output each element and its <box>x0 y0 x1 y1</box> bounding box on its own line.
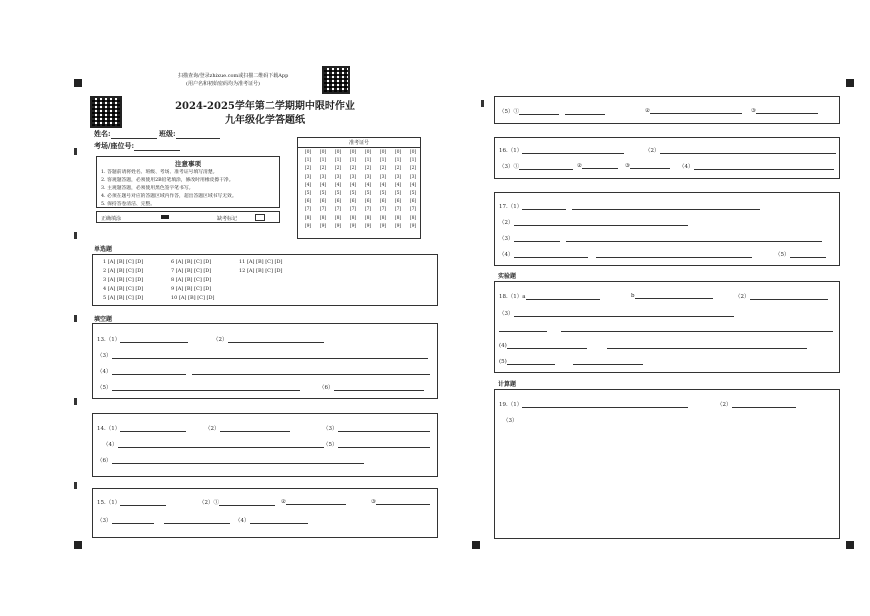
exam-id-digit[interactable]: [2] <box>364 166 372 172</box>
absent-checkbox[interactable] <box>255 214 265 221</box>
exam-id-digit[interactable]: [8] <box>409 215 417 221</box>
q18-line-1: 18.（1）a <box>499 292 600 300</box>
q19-line-1: 19.（1） <box>499 400 688 408</box>
timing-mark <box>74 315 77 322</box>
q13-line-3: （4） <box>97 367 430 375</box>
corner-mark-top-right <box>846 79 854 87</box>
q15-line-2: （3） <box>97 516 230 524</box>
single-choice-title: 单选题 <box>94 246 113 253</box>
exam-id-digit[interactable]: [1] <box>349 158 357 164</box>
qr-code-icon <box>90 96 122 128</box>
q17-line-4b: （5） <box>775 250 826 258</box>
exam-id-digit[interactable]: [0] <box>349 150 357 155</box>
exam-id-digit[interactable]: [0] <box>304 150 312 155</box>
choice-item[interactable]: 4 [A] [B] [C] [D] <box>103 286 144 292</box>
exam-id-digit[interactable]: [9] <box>379 223 387 229</box>
exam-id-digit[interactable]: [1] <box>379 158 387 164</box>
choice-item[interactable]: 5 [A] [B] [C] [D] <box>103 295 144 301</box>
choice-item[interactable]: 6 [A] [B] [C] [D] <box>171 259 212 265</box>
exam-id-column[interactable] <box>377 149 389 231</box>
exam-id-column[interactable] <box>302 149 314 231</box>
q18-box[interactable] <box>494 281 840 373</box>
q15-line-5c: ③ <box>751 107 818 114</box>
q18-line-5: (5) <box>499 358 643 365</box>
note-item: 4. 必须在题号对应的答题区域内作答，超出答题区域书写无效。 <box>101 194 237 199</box>
choice-item[interactable]: 7 [A] [B] [C] [D] <box>171 268 212 274</box>
q19-line-2: （3） <box>503 418 518 424</box>
exam-id-digit[interactable]: [9] <box>319 223 327 229</box>
exam-id-digit[interactable]: [9] <box>409 223 417 229</box>
q18-line-3 <box>499 325 833 332</box>
q15-line-5b: ② <box>645 107 742 114</box>
exam-id-column[interactable] <box>347 149 359 231</box>
seat-field[interactable] <box>94 141 180 151</box>
exam-id-digit[interactable]: [3] <box>334 174 342 180</box>
exam-id-column[interactable] <box>407 149 419 231</box>
class-label: 班级: <box>159 129 176 138</box>
q16-line-1: 16.（1） <box>499 146 624 154</box>
q15-line-2b: （4） <box>235 516 308 524</box>
q13-line-4: （5） <box>97 383 300 391</box>
q16-line-2: （3）① <box>499 162 573 170</box>
exam-id-digit[interactable]: [4] <box>334 182 342 188</box>
q14-box[interactable] <box>92 413 438 477</box>
exam-id-digit[interactable]: [1] <box>319 158 327 164</box>
timing-mark <box>74 148 77 155</box>
exam-id-digit[interactable]: [3] <box>304 174 312 180</box>
q13-line-1: 13.（1） <box>97 335 188 343</box>
q14-line-3: （6） <box>97 456 364 464</box>
q13-line-4b: （6） <box>319 383 424 391</box>
exam-id-digit[interactable]: [0] <box>379 150 387 155</box>
q14-line-2: （4） <box>103 440 324 448</box>
notice-line-1: 扫描查询/登录zhixue.com或扫描二维码下载App <box>178 73 289 79</box>
exam-id-digit[interactable]: [6] <box>409 199 417 205</box>
page-title: 2024-2025学年第二学期期中限时作业 <box>175 101 355 112</box>
exam-id-digit[interactable]: [5] <box>364 191 372 197</box>
q13-box[interactable] <box>92 323 438 399</box>
exam-id-digit[interactable]: [6] <box>304 199 312 205</box>
q17-line-1: 17.（1） <box>499 202 760 210</box>
q15-box[interactable] <box>92 488 438 538</box>
choice-item[interactable]: 10 [A] [B] [C] [D] <box>171 295 215 301</box>
name-field[interactable] <box>94 129 220 139</box>
corner-mark-bottom-left <box>74 541 82 549</box>
exam-id-digit[interactable]: [4] <box>364 182 372 188</box>
exam-id-digit[interactable]: [6] <box>364 199 372 205</box>
exam-id-digit[interactable]: [5] <box>379 191 387 197</box>
choice-item[interactable]: 3 [A] [B] [C] [D] <box>103 277 144 283</box>
exam-id-digit[interactable]: [7] <box>364 207 372 213</box>
exam-id-digit[interactable]: [7] <box>349 207 357 213</box>
exam-id-digit[interactable]: [5] <box>304 191 312 197</box>
exam-id-digit[interactable]: [0] <box>409 150 417 155</box>
exam-id-digit[interactable]: [9] <box>394 223 402 229</box>
q16-line-1b: （2） <box>645 146 836 154</box>
timing-mark <box>481 100 484 107</box>
exam-id-digit[interactable]: [2] <box>334 166 342 172</box>
q17-line-3: （3） <box>499 234 822 242</box>
exam-id-digit[interactable]: [7] <box>409 207 417 213</box>
exam-id-digit[interactable]: [0] <box>394 150 402 155</box>
exam-id-digit[interactable]: [7] <box>379 207 387 213</box>
exam-id-column[interactable] <box>362 149 374 231</box>
exam-id-digit[interactable]: [1] <box>394 158 402 164</box>
q14-line-1: 14.（1） <box>97 424 186 432</box>
exam-id-digit[interactable]: [1] <box>304 158 312 164</box>
seat-label: 考场/座位号: <box>94 141 135 150</box>
calc-title: 计算题 <box>498 381 517 388</box>
q15-line-1b: （2）① <box>199 498 275 506</box>
exam-id-digit[interactable]: [5] <box>349 191 357 197</box>
exam-id-digit[interactable]: [8] <box>394 215 402 221</box>
correct-fill-sample <box>161 215 169 219</box>
exam-id-digit[interactable]: [3] <box>394 174 402 180</box>
timing-mark <box>74 482 77 489</box>
exam-id-digit[interactable]: [2] <box>409 166 417 172</box>
q14-line-2b: （5） <box>323 440 430 448</box>
exam-id-digit[interactable]: [8] <box>304 215 312 221</box>
q16-line-2b: ② <box>577 162 618 169</box>
exam-id-divider <box>298 147 420 148</box>
single-choice-box[interactable] <box>92 254 438 306</box>
exam-id-digit[interactable]: [7] <box>304 207 312 213</box>
choice-item[interactable]: 8 [A] [B] [C] [D] <box>171 277 212 283</box>
exam-id-digit[interactable]: [6] <box>379 199 387 205</box>
exam-id-digit[interactable]: [8] <box>319 215 327 221</box>
q15-line-5: （5）① <box>499 107 605 115</box>
note-item: 5. 保持答卷清洁、完整。 <box>101 202 156 207</box>
exam-id-digit[interactable]: [4] <box>349 182 357 188</box>
exam-id-label: 准考证号 <box>348 140 369 146</box>
exam-id-digit[interactable]: [9] <box>334 223 342 229</box>
note-item: 2. 客观题答题，必须使用2B铅笔填涂，修改时用橡皮擦干净。 <box>101 178 234 183</box>
exam-id-digit[interactable]: [4] <box>319 182 327 188</box>
exam-id-digit[interactable]: [4] <box>379 182 387 188</box>
exam-id-digit[interactable]: [5] <box>409 191 417 197</box>
timing-mark <box>74 232 77 239</box>
q19-line-1b: （2） <box>717 400 796 408</box>
experiment-title: 实验题 <box>498 273 517 280</box>
exam-id-digit[interactable]: [8] <box>334 215 342 221</box>
corner-mark-bottom-right <box>846 541 854 549</box>
exam-id-digit[interactable]: [2] <box>394 166 402 172</box>
q17-box[interactable] <box>494 192 840 266</box>
q16-line-2c: ③ <box>625 162 670 169</box>
exam-id-digit[interactable]: [2] <box>304 166 312 172</box>
choice-item[interactable]: 12 [A] [B] [C] [D] <box>239 268 283 274</box>
choice-item[interactable]: 2 [A] [B] [C] [D] <box>103 268 144 274</box>
notes-box <box>96 156 280 208</box>
timing-mark <box>74 398 77 405</box>
q14-line-1c: （3） <box>323 424 430 432</box>
exam-id-column[interactable] <box>317 149 329 231</box>
exam-id-digit[interactable]: [5] <box>394 191 402 197</box>
exam-id-column[interactable] <box>392 149 404 231</box>
note-item: 1. 答题前请将姓名、班级、考场、准考证号填写清楚。 <box>101 170 218 175</box>
q18-line-4: (4) <box>499 342 807 349</box>
exam-id-digit[interactable]: [4] <box>304 182 312 188</box>
choice-item[interactable]: 9 [A] [B] [C] [D] <box>171 286 212 292</box>
exam-id-digit[interactable]: [6] <box>349 199 357 205</box>
exam-id-digit[interactable]: [8] <box>349 215 357 221</box>
exam-id-digit[interactable]: [0] <box>319 150 327 155</box>
q14-line-1b: （2） <box>205 424 290 432</box>
q15-cont-box[interactable] <box>494 96 840 124</box>
q18-line-1b: b <box>631 292 713 299</box>
exam-id-digit[interactable]: [7] <box>319 207 327 213</box>
exam-id-digit[interactable]: [3] <box>409 174 417 180</box>
exam-id-digit[interactable]: [0] <box>364 150 372 155</box>
exam-id-digit[interactable]: [6] <box>394 199 402 205</box>
q16-box[interactable] <box>494 137 840 179</box>
exam-id-digit[interactable]: [1] <box>364 158 372 164</box>
name-label: 姓名: <box>94 129 111 138</box>
notes-title: 注意事项 <box>175 160 201 168</box>
q15-line-1d: ③ <box>371 498 430 505</box>
exam-id-digit[interactable]: [3] <box>364 174 372 180</box>
exam-id-digit[interactable]: [1] <box>334 158 342 164</box>
exam-id-digit[interactable]: [5] <box>334 191 342 197</box>
exam-id-column[interactable] <box>332 149 344 231</box>
exam-id-digit[interactable]: [2] <box>349 166 357 172</box>
note-item: 3. 主观题答题，必须使用黑色签字笔书写。 <box>101 186 194 191</box>
exam-id-digit[interactable]: [8] <box>379 215 387 221</box>
exam-id-digit[interactable]: [3] <box>319 174 327 180</box>
q18-line-2: （3） <box>499 309 734 317</box>
q16-line-2d: （4） <box>679 162 834 170</box>
q13-line-1b: （2） <box>213 335 324 343</box>
choice-item[interactable]: 11 [A] [B] [C] [D] <box>239 259 283 265</box>
exam-id-digit[interactable]: [4] <box>409 182 417 188</box>
exam-id-digit[interactable]: [9] <box>304 223 312 229</box>
q17-line-2: （2） <box>499 218 688 226</box>
corner-mark-top-left <box>74 79 82 87</box>
page-subtitle: 九年级化学答题纸 <box>225 115 305 126</box>
exam-id-digit[interactable]: [1] <box>409 158 417 164</box>
exam-id-digit[interactable]: [7] <box>394 207 402 213</box>
exam-id-digit[interactable]: [2] <box>319 166 327 172</box>
exam-id-digit[interactable]: [6] <box>319 199 327 205</box>
exam-id-digit[interactable]: [5] <box>319 191 327 197</box>
exam-id-digit[interactable]: [7] <box>334 207 342 213</box>
exam-id-digit[interactable]: [3] <box>379 174 387 180</box>
exam-id-digit[interactable]: [8] <box>364 215 372 221</box>
q15-line-1c: ② <box>281 498 346 505</box>
q15-line-1: 15.（1） <box>97 498 166 506</box>
exam-id-digit[interactable]: [4] <box>394 182 402 188</box>
exam-id-digit[interactable]: [9] <box>349 223 357 229</box>
exam-id-digit[interactable]: [0] <box>334 150 342 155</box>
q19-box[interactable] <box>494 389 840 539</box>
fill-example-box <box>96 211 280 223</box>
choice-item[interactable]: 1 [A] [B] [C] [D] <box>103 259 144 265</box>
exam-id-digit[interactable]: [9] <box>364 223 372 229</box>
exam-id-digit[interactable]: [3] <box>349 174 357 180</box>
notice-line-2: (用户名和初始密码均为准考证号) <box>186 81 260 87</box>
fill-title: 填空题 <box>94 316 113 323</box>
q17-line-4: （4） <box>499 250 752 258</box>
corner-mark-bottom-center <box>472 541 480 549</box>
exam-id-grid[interactable] <box>297 137 421 239</box>
exam-id-digit[interactable]: [6] <box>334 199 342 205</box>
q13-line-2: （3） <box>97 351 428 359</box>
correct-fill-label: 正确填涂 <box>101 216 122 222</box>
q18-line-1c: （2） <box>735 292 828 300</box>
qr-code-icon <box>322 66 350 94</box>
exam-id-digit[interactable]: [2] <box>379 166 387 172</box>
absent-label: 缺考标记 <box>217 216 238 222</box>
